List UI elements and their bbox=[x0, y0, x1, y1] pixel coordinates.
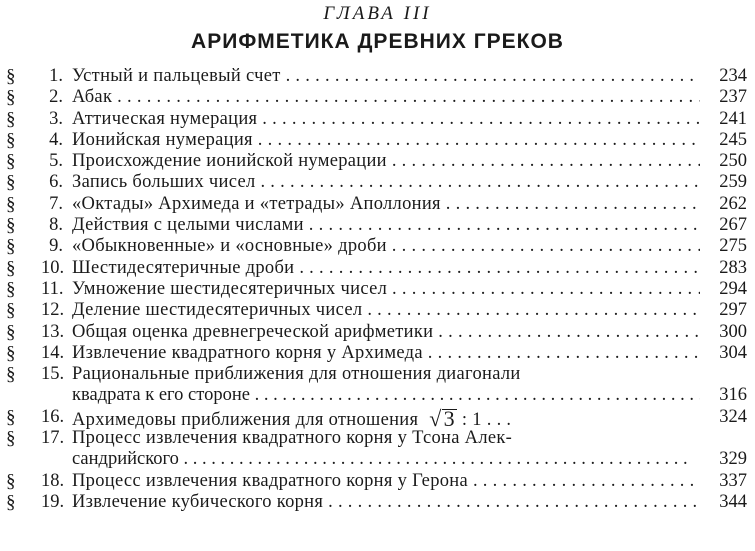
toc-entry-14 bbox=[0, 343, 755, 364]
section-sign: § bbox=[6, 66, 16, 87]
section-number: 17. bbox=[41, 428, 65, 449]
section-number: 11. bbox=[41, 278, 64, 299]
table-of-contents bbox=[0, 66, 755, 513]
toc-entry-4 bbox=[0, 130, 755, 151]
toc-entry-3 bbox=[0, 109, 755, 130]
section-sign: § bbox=[6, 491, 16, 513]
section-number: 19. bbox=[41, 491, 65, 512]
toc-entry-5 bbox=[0, 151, 755, 172]
page-number: 234 bbox=[719, 66, 747, 86]
section-number: 2. bbox=[49, 87, 63, 108]
section-title: Запись больших чисел . . . bbox=[72, 172, 700, 193]
section-sign: § bbox=[6, 321, 16, 343]
toc-entry-10 bbox=[0, 258, 755, 279]
page-number: 329 bbox=[719, 449, 747, 470]
chapter-title: АРИФМЕТИКА ДРЕВНИХ ГРЕКОВ bbox=[191, 30, 564, 53]
section-number: 5. bbox=[49, 151, 63, 172]
page-number: 337 bbox=[719, 470, 747, 491]
toc-entry-7 bbox=[0, 194, 755, 215]
toc-entry-9 bbox=[0, 236, 755, 257]
section-title: Умножение шестидесятеричных чисел . . . bbox=[72, 279, 700, 300]
section-sign: § bbox=[6, 257, 16, 279]
page-number: 250 bbox=[719, 151, 747, 172]
section-title: Ионийская нумерация . . . bbox=[72, 130, 700, 151]
page-number: 294 bbox=[719, 278, 747, 299]
section-number: 15. bbox=[41, 364, 65, 385]
section-sign: § bbox=[6, 300, 16, 322]
section-sign: § bbox=[6, 172, 16, 194]
toc-entry-15-continuation bbox=[0, 385, 755, 406]
section-title: Происхождение ионийской нумерации . . . bbox=[72, 151, 700, 172]
toc-entry-12 bbox=[0, 300, 755, 321]
section-title: «Обыкновенные» и «основные» дроби . . . bbox=[72, 236, 700, 257]
section-number: 14. bbox=[41, 342, 65, 363]
page-number: 241 bbox=[719, 108, 747, 129]
section-sign: § bbox=[6, 364, 16, 386]
page-number: 324 bbox=[719, 406, 747, 427]
section-title: Извлечение квадратного корня у Архимеда . . . bbox=[72, 343, 700, 364]
section-title: Устный и пальцевый счет . . . bbox=[72, 66, 700, 87]
page-number: 259 bbox=[719, 172, 747, 193]
page-number: 283 bbox=[719, 257, 747, 278]
page-number: 304 bbox=[719, 342, 747, 363]
section-sign: § bbox=[6, 406, 16, 428]
toc-entry-17 bbox=[0, 428, 755, 449]
section-sign: § bbox=[6, 87, 16, 109]
section-sign: § bbox=[6, 428, 16, 450]
toc-entry-15 bbox=[0, 364, 755, 385]
section-number: 8. bbox=[49, 215, 63, 236]
section-title: Архимедовы приближения для отношения bbox=[72, 409, 419, 430]
page-number: 245 bbox=[719, 129, 747, 150]
toc-entry-2 bbox=[0, 87, 755, 108]
section-number: 7. bbox=[49, 193, 63, 214]
section-title: Процесс извлечения квадратного корня у Герона . . . bbox=[72, 471, 700, 492]
section-number: 1. bbox=[49, 66, 63, 86]
section-number: 4. bbox=[49, 129, 63, 150]
toc-entry-19 bbox=[0, 492, 755, 513]
page-number: 237 bbox=[719, 87, 747, 108]
section-sign: § bbox=[6, 151, 16, 173]
toc-entry-11 bbox=[0, 279, 755, 300]
toc-entry-8 bbox=[0, 215, 755, 236]
section-sign: § bbox=[6, 193, 16, 215]
toc-entry-1 bbox=[0, 66, 755, 87]
section-sign: § bbox=[6, 342, 16, 364]
toc-entry-17-continuation bbox=[0, 449, 755, 470]
section-title: Шестидесятеричные дроби . . . bbox=[72, 258, 700, 279]
section-sign: § bbox=[6, 215, 16, 237]
section-title: Аттическая нумерация . . . bbox=[72, 109, 700, 130]
section-number: 9. bbox=[49, 236, 63, 257]
section-title: Общая оценка древнегреческой арифметики . . . bbox=[72, 322, 700, 343]
section-sign: § bbox=[6, 108, 16, 130]
page-number: 267 bbox=[719, 215, 747, 236]
section-number: 3. bbox=[49, 108, 63, 129]
page-number: 262 bbox=[719, 193, 747, 214]
page-number: 316 bbox=[719, 385, 747, 406]
toc-entry-6 bbox=[0, 172, 755, 193]
section-sign: § bbox=[6, 278, 16, 300]
section-number: 6. bbox=[49, 172, 63, 193]
section-title: Абак . . . bbox=[72, 87, 700, 108]
toc-entry-16 bbox=[0, 406, 755, 431]
sqrt-symbol: √3 bbox=[429, 406, 455, 431]
section-title: Процесс извлечения квадратного корня у Тсона Алек- bbox=[72, 428, 513, 449]
page-number: 275 bbox=[719, 236, 747, 257]
chapter-label: ГЛАВА III bbox=[323, 3, 432, 24]
page-number: 344 bbox=[719, 491, 747, 512]
formula-tail: : 1 bbox=[461, 409, 482, 430]
toc-entry-13 bbox=[0, 322, 755, 343]
section-title-continuation: сандрийского . . . bbox=[72, 449, 700, 470]
section-title: Извлечение кубического корня . . . bbox=[72, 492, 700, 513]
section-sign: § bbox=[6, 236, 16, 258]
section-title: Деление шестидесятеричных чисел . . . bbox=[72, 300, 700, 321]
section-number: 18. bbox=[41, 470, 65, 491]
page-number: 297 bbox=[719, 300, 747, 321]
sqrt-radicand: 3 bbox=[443, 406, 455, 431]
section-number: 10. bbox=[41, 257, 65, 278]
leader-dots: . . . bbox=[486, 409, 512, 430]
section-title: «Октады» Архимеда и «тетрады» Аполлония . . . bbox=[72, 194, 700, 215]
section-number: 12. bbox=[41, 300, 65, 321]
section-sign: § bbox=[6, 470, 16, 492]
section-title: Рациональные приближения для отношения диагонали bbox=[72, 364, 521, 385]
toc-entry-18 bbox=[0, 471, 755, 492]
section-number: 16. bbox=[41, 406, 65, 427]
section-number: 13. bbox=[41, 321, 65, 342]
page-number: 300 bbox=[719, 321, 747, 342]
section-title-continuation: квадрата к его стороне . . . bbox=[72, 385, 700, 406]
section-sign: § bbox=[6, 129, 16, 151]
section-title: Действия с целыми числами . . . bbox=[72, 215, 700, 236]
